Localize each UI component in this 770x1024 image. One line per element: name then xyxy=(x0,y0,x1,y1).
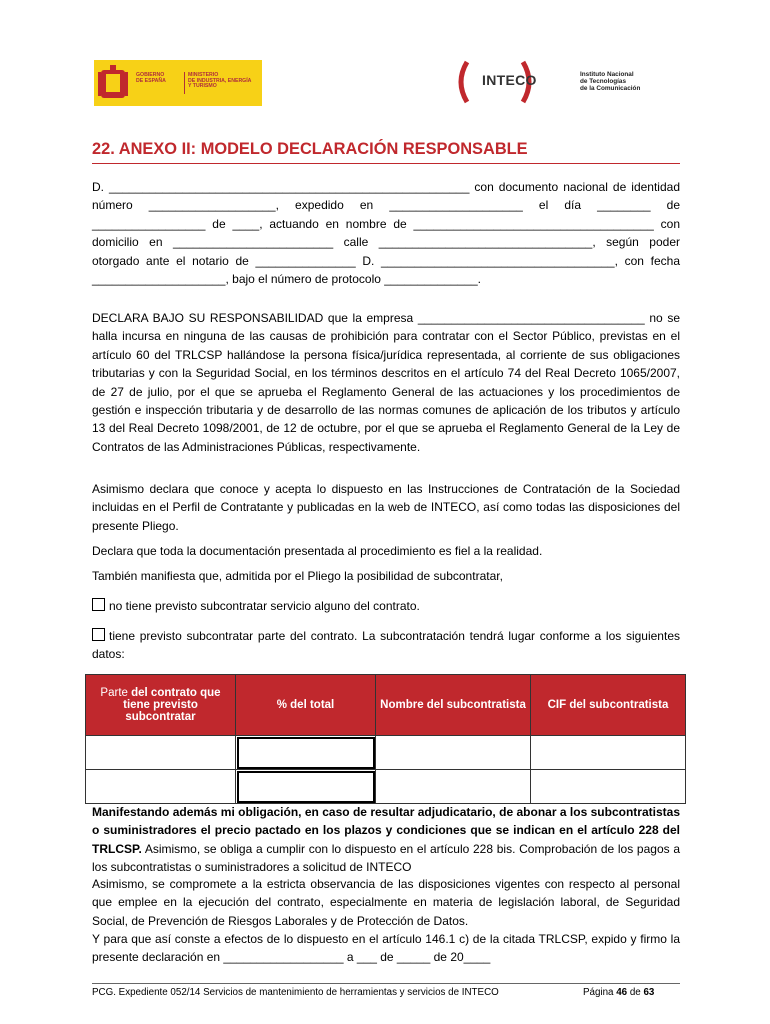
coat-of-arms-icon xyxy=(98,64,128,102)
option-subcontract xyxy=(92,627,680,664)
signature-paragraph: Y para que así conste a efectos de lo dispuesto en el artículo 146.1 c) de la citada TRLCSP, expido y firmo la presente declaración en __________________ a ___ de _____ de 20____ xyxy=(92,932,680,965)
inteco-logo xyxy=(455,58,655,106)
header-cif: CIF del subcontratista xyxy=(531,675,686,736)
compliance-paragraph: Asimismo, se compromete a la estricta observancia de las disposiciones vigentes con respecto al personal que emplee en la ejecución del contrato, especialmente en materia de legislación laboral, de Seguridad Social, de Prevención de Riesgos Laborales y de Protección de Datos. xyxy=(92,877,680,928)
page-number: Página 46 de 63 xyxy=(583,987,655,998)
subcontract-table xyxy=(85,674,686,804)
ministry-label: MINISTERIO DE INDUSTRIA, ENERGÍA Y TURISMO xyxy=(188,72,252,90)
option-no-subcontract-label: no tiene previsto subcontratar servicio alguno del contrato. xyxy=(109,599,420,613)
cell-name[interactable] xyxy=(376,736,531,770)
header-part: Parte del contrato que tiene previsto subcontratar xyxy=(86,675,236,736)
checkbox-subcontract[interactable] xyxy=(92,628,105,641)
table-row xyxy=(86,770,686,804)
page-title: 22. ANEXO II: MODELO DECLARACIÓN RESPONSABLE xyxy=(92,140,528,158)
government-logo xyxy=(94,60,262,106)
footer-divider xyxy=(92,983,680,984)
header-percent: % del total xyxy=(236,675,376,736)
cell-part[interactable] xyxy=(86,770,236,804)
cell-part[interactable] xyxy=(86,736,236,770)
cell-name[interactable] xyxy=(376,770,531,804)
header-name: Nombre del subcontratista xyxy=(376,675,531,736)
subcontract-intro: También manifiesta que, admitida por el Pliego la posibilidad de subcontratar, xyxy=(92,569,503,583)
cell-percent[interactable] xyxy=(236,770,376,804)
option-no-subcontract xyxy=(92,597,680,615)
table-header-row xyxy=(86,675,686,736)
institute-label: Instituto Nacional de Tecnologías de la Comunicación xyxy=(580,71,641,92)
cell-cif[interactable] xyxy=(531,770,686,804)
declarant-paragraph: D. ______________________________________________________ con documento nacional de identidad número ___________________, expedido en ____________________ el día ________ de _________________ de ____, actuando en nombre de ____________________________________ con domicilio en ________________________ calle ________________________________, según poder otorgado ante el notario de _______________ D. ___________________________________, con fecha ____________________, bajo el número de protocolo ______________. xyxy=(92,180,680,287)
cell-percent[interactable] xyxy=(236,736,376,770)
acceptance-paragraph: Asimismo declara que conoce y acepta lo dispuesto en las Instrucciones de Contratación de la Sociedad incluidas en el Perfil de Contratante y publicadas en la web de INTECO, así como todas las disposiciones del presente Pliego. xyxy=(92,482,680,533)
inteco-word: INTECO xyxy=(482,72,537,88)
declaration-paragraph: DECLARA BAJO SU RESPONSABILIDAD que la empresa __________________________________ no se halla incursa en ninguna de las causas de prohibición para contratar con el Sector Público, previstas en el artículo 60 del TRLCSP hallándose la persona física/jurídica representada, al corriente de sus obligaciones tributarias y con la Seguridad Social, en los términos descritos en el artículo 74 del Real Decreto 1065/2007, de 27 de julio, por el que se aprueba el Reglamento General de las actuaciones y los procedimientos de gestión e inspección tributaria y de desarrollo de las normas comunes de aplicación de los tributos y artículo 13 del Real Decreto 1098/2001, de 12 de octubre, por el que se aprueba el Reglamento General de la Ley de Contratos de las Administraciones Públicas, respectivamente. xyxy=(92,311,680,454)
cell-cif[interactable] xyxy=(531,736,686,770)
option-subcontract-label: tiene previsto subcontratar parte del contrato. La subcontratación tendrá lugar conforme a los siguientes datos: xyxy=(92,629,680,662)
checkbox-no-subcontract[interactable] xyxy=(92,598,105,611)
obligation-paragraph: Manifestando además mi obligación, en caso de resultar adjudicatario, de abonar a los subcontratistas o suministradores el precio pactado en los plazos y condiciones que se indican en el artículo 228 del TRLCSP. Asimismo, se obliga a cumplir con lo dispuesto en el artículo 228 bis. Comprobación de los pagos a los subcontratistas o suministradores a solicitud de INTECO xyxy=(92,805,680,875)
gov-label: GOBIERNO DE ESPAÑA xyxy=(136,72,166,84)
table-row xyxy=(86,736,686,770)
title-divider xyxy=(92,163,680,164)
footer-text: PCG. Expediente 052/14 Servicios de mantenimiento de herramientas y servicios de INTECO xyxy=(92,987,499,998)
documentation-paragraph: Declara que toda la documentación presentada al procedimiento es fiel a la realidad. xyxy=(92,544,543,558)
